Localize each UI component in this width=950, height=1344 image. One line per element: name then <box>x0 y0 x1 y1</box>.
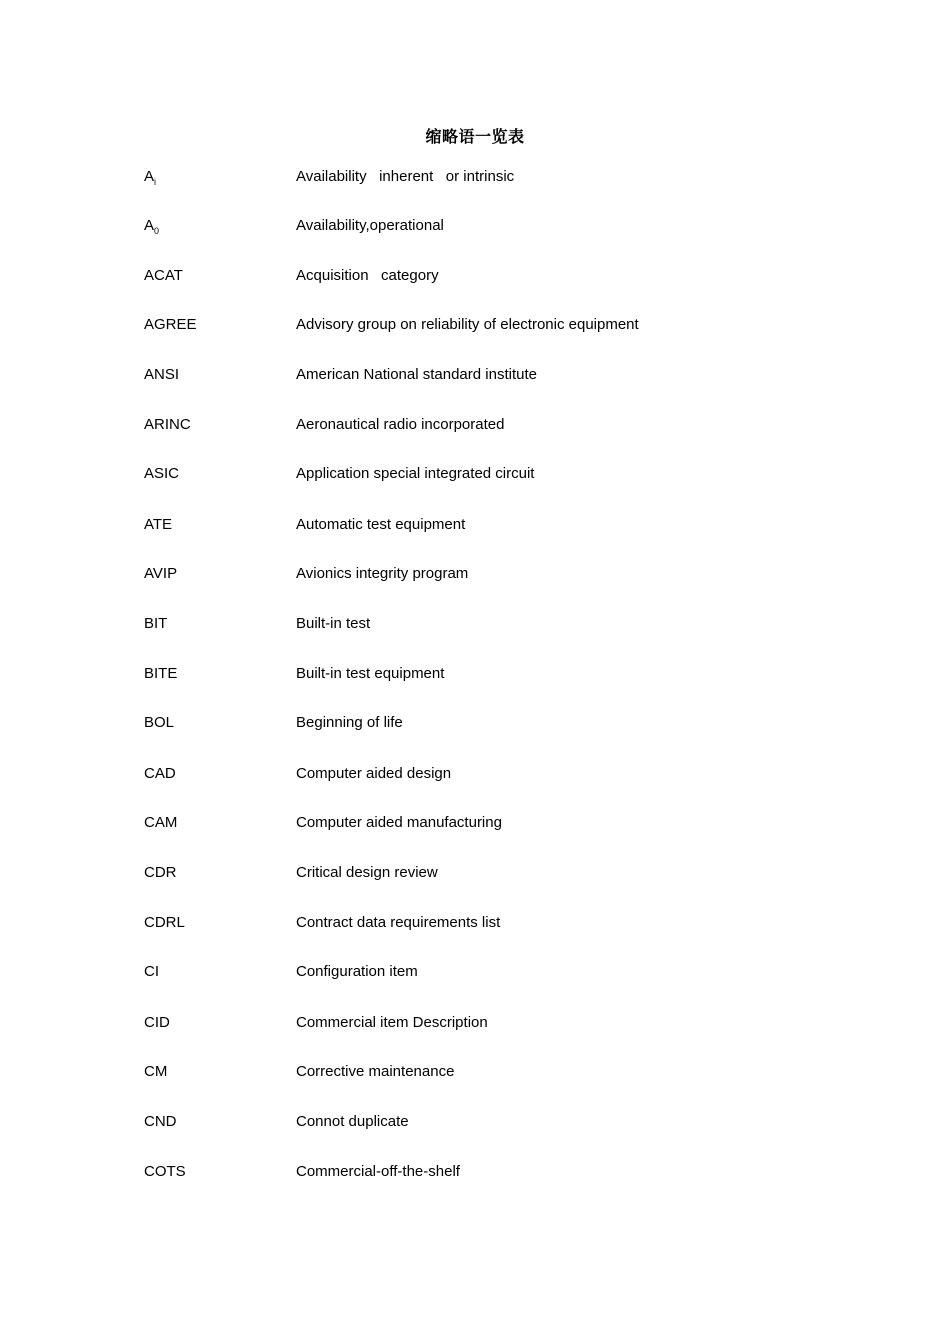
abbreviation-definition: Availability,operational <box>296 217 444 234</box>
abbreviation-row <box>0 1161 950 1183</box>
abbreviation-term: ATE <box>144 516 173 533</box>
abbreviation-definition: Advisory group on reliability of electronic equipment <box>296 316 639 333</box>
abbreviation-row <box>0 364 950 386</box>
abbreviation-term: AVIP <box>144 565 178 582</box>
abbreviation-definition: Configuration item <box>296 963 418 980</box>
abbreviation-row <box>0 1012 950 1034</box>
abbreviation-definition: Computer aided manufacturing <box>296 814 502 831</box>
abbreviation-definition: Automatic test equipment <box>296 516 466 533</box>
page-title: 缩略语一览表 <box>425 127 525 146</box>
abbreviation-definition: Acquisition category <box>296 267 439 284</box>
abbreviation-term: CAM <box>144 814 178 831</box>
abbreviation-definition: Commercial-off-the-shelf <box>296 1163 460 1180</box>
abbreviation-row <box>0 712 950 734</box>
abbreviation-term: CAD <box>144 765 176 782</box>
abbreviation-term: COTS <box>144 1163 186 1180</box>
abbreviation-definition: Built-in test <box>296 615 371 632</box>
abbreviation-row <box>0 215 950 237</box>
abbreviation-term: ARINC <box>144 416 191 433</box>
abbreviation-row <box>0 812 950 834</box>
abbreviation-definition: American National standard institute <box>296 366 537 383</box>
abbreviation-term: ACAT <box>144 267 183 284</box>
abbreviation-term: $A_i$ <box>144 168 157 187</box>
abbreviation-term: BIT <box>144 615 168 632</box>
abbreviation-definition: Avionics integrity program <box>296 565 469 582</box>
abbreviation-row <box>0 314 950 336</box>
abbreviation-row <box>0 912 950 934</box>
abbreviation-row <box>0 265 950 287</box>
abbreviation-definition: Contract data requirements list <box>296 914 501 931</box>
abbreviation-definition: Critical design review <box>296 864 438 881</box>
abbreviation-term: CND <box>144 1113 177 1130</box>
abbreviation-row <box>0 961 950 983</box>
abbreviation-term: AGREE <box>144 316 197 333</box>
abbreviation-term: $A_0$ <box>144 217 160 236</box>
abbreviation-row <box>0 1111 950 1133</box>
abbreviation-definition: Computer aided design <box>296 765 452 782</box>
abbreviation-term: CID <box>144 1014 170 1031</box>
abbreviation-row <box>0 763 950 785</box>
abbreviation-definition: Connot duplicate <box>296 1113 409 1130</box>
abbreviation-row <box>0 563 950 585</box>
abbreviation-term: CM <box>144 1063 168 1080</box>
abbreviation-definition: Commercial item Description <box>296 1014 488 1031</box>
abbreviation-term: BITE <box>144 665 178 682</box>
abbreviation-row <box>0 663 950 685</box>
abbreviation-definition: Aeronautical radio incorporated <box>296 416 505 433</box>
abbreviation-definition: Availability inherent or intrinsic <box>296 168 515 185</box>
abbreviation-row <box>0 463 950 485</box>
abbreviation-row <box>0 1061 950 1083</box>
abbreviation-row <box>0 414 950 436</box>
abbreviation-row <box>0 514 950 536</box>
abbreviation-definition: Beginning of life <box>296 714 403 731</box>
abbreviation-row <box>0 862 950 884</box>
abbreviation-term: CI <box>144 963 159 980</box>
abbreviation-row <box>0 613 950 635</box>
abbreviation-definition: Corrective maintenance <box>296 1063 455 1080</box>
abbreviation-term: ASIC <box>144 465 180 482</box>
abbreviation-term: ANSI <box>144 366 180 383</box>
abbreviation-definition: Built-in test equipment <box>296 665 445 682</box>
abbreviation-term: BOL <box>144 714 175 731</box>
abbreviation-term: CDRL <box>144 914 185 931</box>
abbreviation-row <box>0 166 950 188</box>
abbreviation-definition: Application special integrated circuit <box>296 465 535 482</box>
abbreviation-term: CDR <box>144 864 177 881</box>
